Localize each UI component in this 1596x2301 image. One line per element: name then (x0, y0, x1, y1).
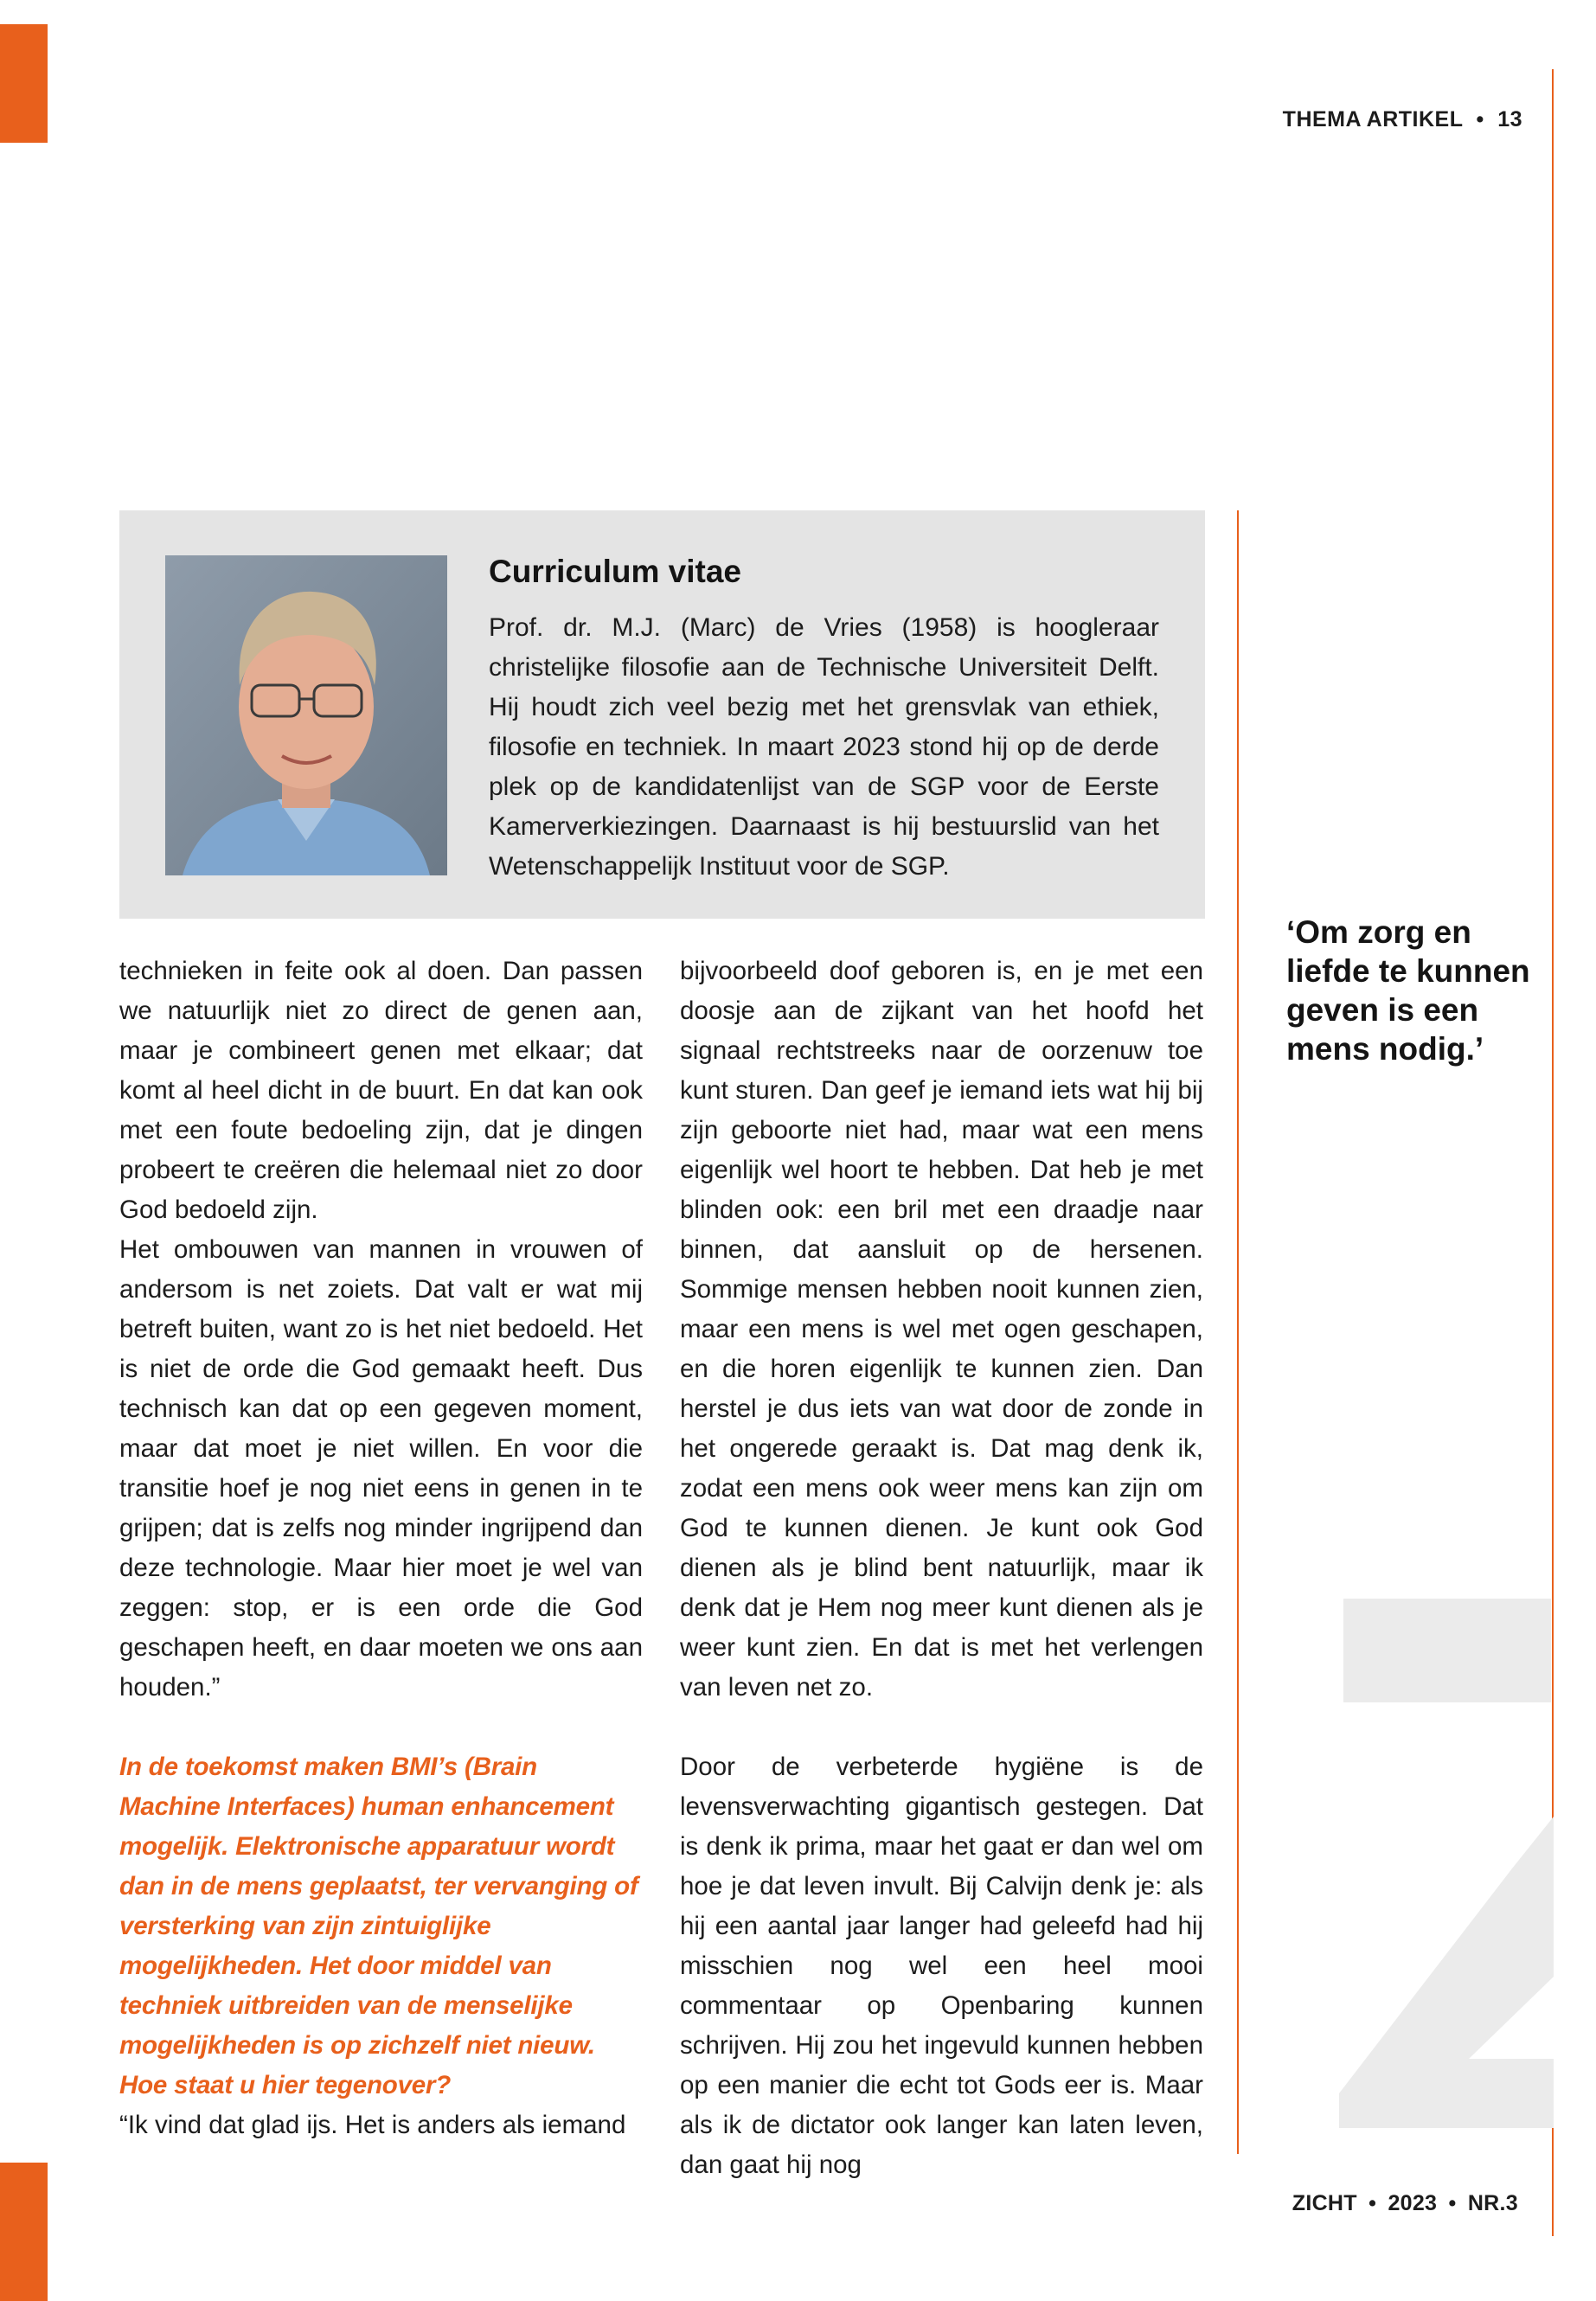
body-paragraph: Door de verbeterde hygiëne is de levensverwachting gigantisch gestegen. Dat is denk ik prima, maar het gaat er dan wel om hoe je dat leven invult. Bij Calvijn denk je: als hij een aantal jaar langer had geleefd had hij misschien nog wel een heel mooi commentaar op Openbaring kunnen schrijven. Hij zou het ingevuld kunnen hebben op een manier die echt tot Gods eer is. Maar als ik de dictator ook langer kan laten leven, dan gaat hij nog (680, 1753, 1203, 2179)
body-column-2-lower (680, 1747, 1203, 2185)
cv-text: Prof. dr. M.J. (Marc) de Vries (1958) is hoogleraar christelijke filosofie aan de Technische Universiteit Delft. Hij houdt zich veel bezig met het grensvlak van ethiek, filosofie en techniek. In maart 2023 stond hij op de derde plek op de kandidatenlijst van de SGP voor de Eerste Kamerverkiezingen. Daarnaast is hij bestuurslid van het Wetenschappelijk Instituut voor de SGP. (489, 613, 1159, 881)
quote-divider-rule (1237, 510, 1239, 2154)
portrait-illustration (165, 555, 447, 875)
bottom-orange-tab (0, 2163, 48, 2301)
footer-separator: • (1368, 2191, 1377, 2215)
top-orange-tab (0, 24, 48, 143)
cv-title: Curriculum vitae (489, 554, 741, 589)
decorative-numeral-top (1343, 1599, 1551, 1702)
interview-question-column (119, 1747, 643, 2145)
decorative-numeral-shape (1339, 1817, 1555, 2128)
issue-number: NR.3 (1467, 2191, 1518, 2215)
body-paragraph: bijvoorbeeld doof geboren is, en je met een doosje aan de zijkant van het hoofd het signaal rechtstreeks naar de oorzenuw toe kunt sturen. Dan geef je iemand iets wat hij bij zijn geboorte niet had, maar wat een mens eigenlijk wel hoort te hebben. Dat heb je met blinden ook: een bril met een draadje naar binnen, dat aansluit op de hersenen. Sommige mensen hebben nooit kunnen zien, maar een mens is wel met ogen geschapen, en die horen eigenlijk te kunnen zien. Dan herstel je dus iets van wat door de zonde in het ongerede geraakt is. Dat mag denk ik, zodat een mens ook weer mens kan zijn om God te kunnen dienen. Je kunt ook God dienen als je blind bent natuurlijk, maar ik denk dat je Hem nog meer kunt dienen als je weer kunt zien. En dat is met het verlengen van leven net zo. (680, 957, 1203, 1702)
magazine-name: ZICHT (1292, 2191, 1357, 2215)
section-label: THEMA ARTIKEL (1282, 107, 1464, 131)
issue-year: 2023 (1388, 2191, 1438, 2215)
interview-question: In de toekomst maken BMI’s (Brain Machine Interfaces) human enhancement mogelijk. Elektronische apparatuur wordt dan in de mens geplaatst, ter vervanging of versterking van zijn zintuiglijke mogelijkheden. Het door middel van techniek uitbreiden van de menselijke mogelijkheden is op zichzelf niet nieuw. Hoe staat u hier tegenover? (119, 1753, 638, 2099)
body-column-2 (680, 952, 1203, 1708)
pull-quote: ‘Om zorg en liefde te kunnen geven is een mens nodig.’ (1286, 914, 1530, 1067)
portrait-photo (165, 555, 447, 875)
body-column-1 (119, 952, 643, 1708)
body-paragraph: technieken in feite ook al doen. Dan passen we natuurlijk niet zo direct de genen aan, maar je combineert genen met elkaar; dat komt al heel dicht in de buurt. En dat kan ook met een foute bedoeling zijn, dat je dingen probeert te creëren die helemaal niet zo door God bedoeld zijn. (119, 957, 643, 1224)
header-separator: • (1476, 107, 1484, 131)
answer-start: “Ik vind dat glad ijs. Het is anders als iemand (119, 2111, 626, 2139)
page-number: 13 (1497, 107, 1522, 131)
body-paragraph: Het ombouwen van mannen in vrouwen of andersom is net zoiets. Dat valt er wat mij betreft buiten, want zo is het niet bedoeld. Het is niet de orde die God gemaakt heeft. Dus technisch kan dat op een gegeven moment, maar dat moet je niet willen. En voor die transitie hoef je nog niet eens in genen in te grijpen; dat is zelfs nog minder ingrijpend dan deze technologie. Maar hier moet je wel van zeggen: stop, er is een orde die God geschapen heeft, en daar moeten we ons aan houden.” (119, 1235, 643, 1702)
running-header (1283, 107, 1522, 132)
footer-separator: • (1448, 2191, 1457, 2215)
running-footer (1292, 2191, 1518, 2216)
